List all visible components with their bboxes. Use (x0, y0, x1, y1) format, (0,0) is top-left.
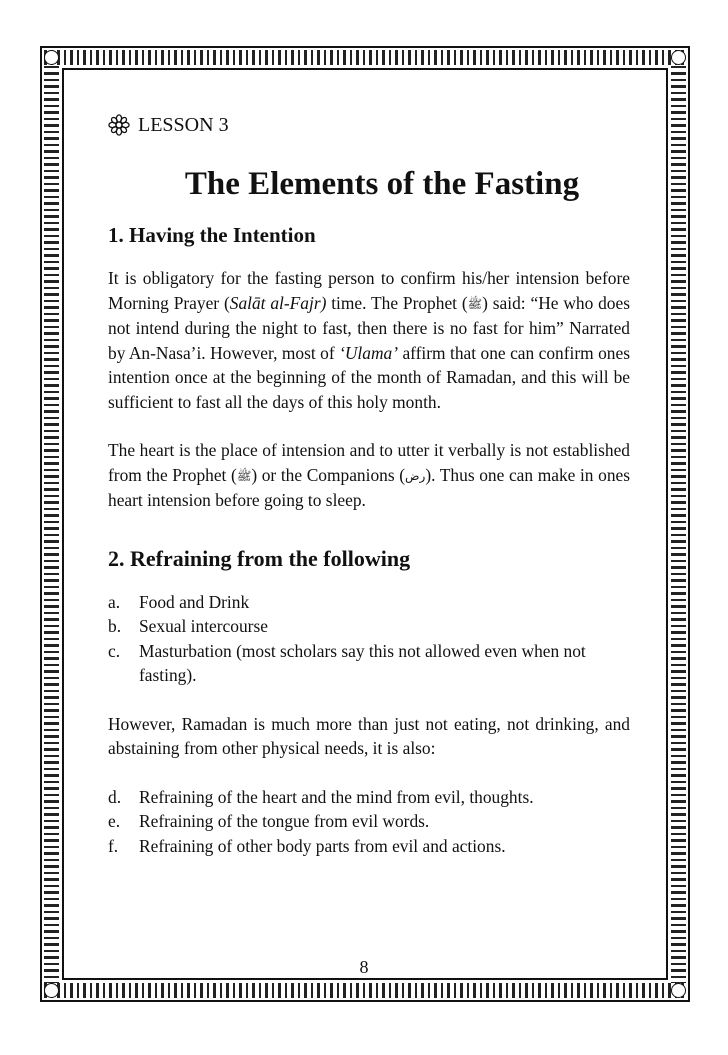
list-marker: d. (108, 786, 122, 807)
text-run: ) or the Companions ( (251, 464, 406, 485)
list-marker: a. (108, 591, 121, 612)
page-content (108, 108, 630, 858)
text-run: affirm that one can confirm ones intention once at the beginning of the month of Ramadan, and this will be sufficient to fast all the days of this holy month. (108, 342, 630, 412)
page-number: 8 (359, 957, 369, 977)
list-item-text: Sexual intercourse (139, 616, 268, 636)
list-item (108, 785, 630, 810)
list-item (108, 809, 630, 834)
paragraph: However, Ramadan is much more than just not eating, not drinking, and abstaining from other physical needs, it is also: (108, 713, 630, 758)
flower-ornament-icon (108, 114, 130, 136)
list-item (108, 614, 630, 639)
companions-glyph: رض (405, 468, 426, 483)
paragraph (108, 266, 630, 414)
corner-ornament (44, 983, 59, 998)
list-marker: b. (108, 616, 122, 636)
text-run: ). Thus one can make in ones heart intension before going to sleep. (108, 464, 631, 510)
list-item-text: Refraining of other body parts from evil and actions. (139, 835, 506, 856)
refrain-list (108, 590, 630, 688)
list-item (108, 834, 630, 859)
salutation-glyph: ﷺ (467, 296, 483, 311)
text-run: time. The Prophet ( (326, 292, 468, 313)
lesson-label-text: LESSON 3 (138, 113, 229, 136)
list-marker: c. (108, 640, 121, 661)
text-run: ) said: “He who does not intend during the night to fast, then there is no fast for him” Narrated by An-Nasa’i. However, most of (108, 292, 630, 363)
text-run-italic: Salāt al-Fajr) (229, 292, 327, 313)
lesson-label (108, 110, 630, 140)
list-item-text: Food and Drink (139, 591, 250, 612)
list-item-text: Refraining of the tongue from evil words. (139, 811, 430, 831)
list-item-text: Refraining of the heart and the mind from evil, thoughts. (139, 786, 534, 807)
list-item-text: Masturbation (most scholars say this not allowed even when not fasting). (139, 640, 586, 685)
corner-ornament (671, 50, 686, 65)
list-item (108, 590, 630, 615)
text-run: It is obligatory for the fasting person to confirm his/her intension before Morning Prayer ( (108, 268, 630, 313)
corner-ornament (44, 50, 59, 65)
list-item (108, 639, 630, 688)
text-run: The heart is the place of intension and to utter it verbally is not established from the Prophet ( (108, 440, 630, 485)
section-heading: 1. Having the Intention (108, 223, 316, 247)
text-run-italic: ‘Ulama’ (339, 342, 399, 363)
salutation-glyph: ﷺ (236, 468, 252, 483)
list-marker: e. (108, 811, 121, 831)
refrain-list (108, 785, 630, 859)
page-title: The Elements of the Fasting (184, 166, 580, 202)
paragraph (108, 438, 630, 513)
list-marker: f. (108, 835, 119, 856)
section-heading: 2. Refraining from the following (108, 545, 411, 571)
corner-ornament (671, 983, 686, 998)
